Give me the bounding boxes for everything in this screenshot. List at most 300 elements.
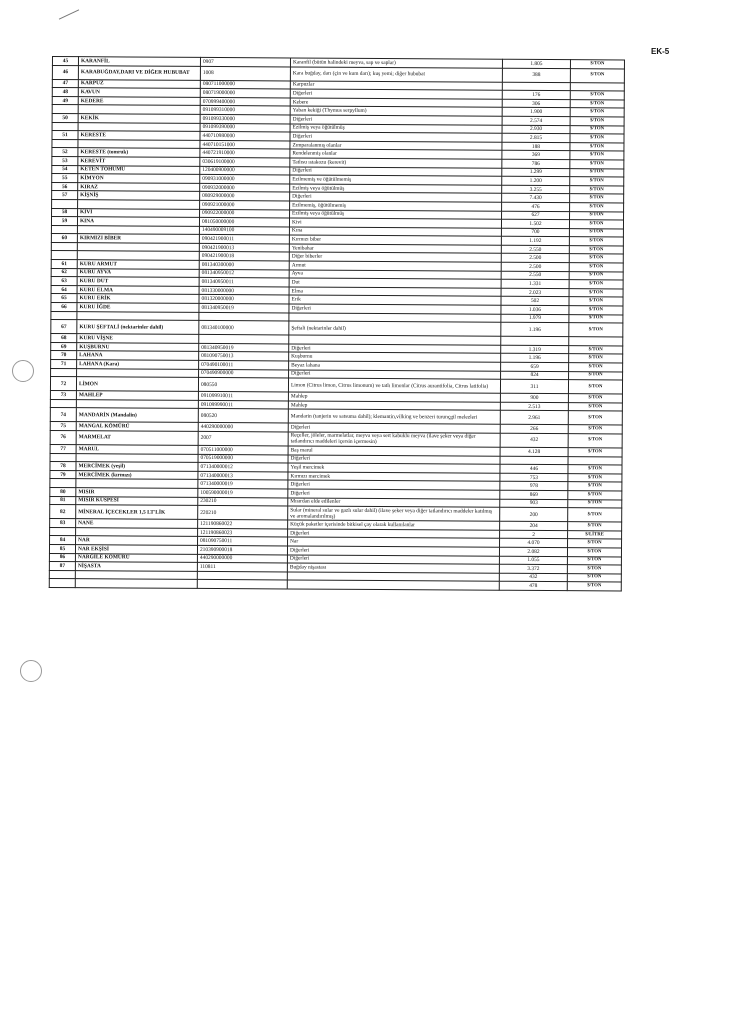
product-name-cell: KARABUĞDAY,DARI VE DİĞER HUBUBAT: [78, 65, 200, 80]
row-number-cell: 72: [50, 377, 76, 391]
price-unit-cell: $/TON: [568, 522, 622, 531]
description-cell: Baş marul: [288, 446, 500, 456]
unit-price-cell: 2.500: [501, 262, 569, 271]
row-number-cell: 71: [51, 359, 77, 368]
price-unit-cell: $/TON: [570, 185, 624, 194]
product-name-cell: MANGAL KÖMÜRÜ: [76, 422, 198, 431]
description-cell: Ezilmiş veya öğütülmüş: [290, 209, 502, 219]
unit-price-cell: 1.200: [502, 176, 570, 185]
product-name-cell: MAHLEP: [76, 391, 198, 400]
row-number-cell: [50, 527, 76, 536]
row-number-cell: 85: [49, 544, 75, 553]
price-unit-cell: $/TON: [570, 142, 624, 151]
price-unit-cell: [570, 82, 624, 91]
product-name-cell: KURU VİŞNE: [77, 334, 199, 343]
unit-price-cell: 2.500: [501, 254, 569, 263]
description-cell: Diğerleri: [290, 115, 502, 125]
description-cell: Ezilmemiş ve öğütülmemiş: [290, 175, 502, 185]
description-cell: Yaban kekiği (Thymus serpyllum): [290, 106, 502, 116]
row-number-cell: 61: [51, 260, 77, 269]
row-number-cell: [50, 453, 76, 462]
punch-hole-top: [12, 360, 34, 382]
row-number-cell: 56: [52, 182, 78, 191]
price-unit-cell: $/TON: [569, 271, 623, 280]
row-number-cell: 57: [52, 191, 78, 200]
unit-price-cell: 2.550: [501, 271, 569, 280]
price-unit-cell: $/TON: [569, 297, 623, 306]
price-unit-cell: $/TON: [569, 280, 623, 289]
description-cell: Diğerleri: [289, 370, 501, 380]
tariff-code-cell: 090931000000: [200, 175, 290, 184]
tariff-code-cell: 081340950011: [199, 278, 289, 287]
unit-price-cell: [500, 456, 568, 465]
row-number-cell: 47: [52, 79, 78, 88]
price-unit-cell: $/TON: [570, 68, 624, 82]
row-number-cell: 63: [51, 277, 77, 286]
tariff-code-cell: 070519000000: [198, 454, 288, 463]
tariff-code-cell: 081050000000: [199, 217, 289, 226]
row-number-cell: 52: [52, 148, 78, 157]
description-cell: Mısırdan elde edilenler: [288, 497, 500, 507]
product-name-cell: MANDARİN (Mandalin): [76, 408, 198, 423]
price-unit-cell: $/TON: [567, 556, 621, 565]
tariff-code-cell: 080929000000: [200, 192, 290, 201]
description-cell: Tatlısu ıstakozu (kerevit): [290, 158, 502, 168]
price-unit-cell: $/TON: [568, 491, 622, 500]
tariff-code-cell: 090932000000: [200, 183, 290, 192]
price-unit-cell: $/TON: [569, 263, 623, 272]
tariff-code-cell: [197, 580, 287, 589]
scan-mark: [59, 9, 79, 19]
product-name-cell: MERCİMEK (yeşil): [76, 462, 198, 471]
unit-price-cell: 2.815: [502, 133, 570, 142]
tariff-code-cell: 121190860023: [198, 528, 288, 537]
unit-price-cell: 204: [500, 521, 568, 530]
row-number-cell: 80: [50, 487, 76, 496]
price-unit-cell: $/TON: [567, 573, 621, 582]
description-cell: Kebere: [290, 98, 502, 108]
tariff-code-cell: 090921000000: [200, 200, 290, 209]
tariff-code-cell: 220210: [198, 506, 288, 521]
product-name-cell: MISIR: [76, 488, 198, 497]
unit-price-cell: 188: [502, 142, 570, 151]
description-cell: Yenibahar: [289, 244, 501, 254]
row-number-cell: [49, 579, 75, 588]
tariff-code-cell: 440710980000: [200, 132, 290, 141]
product-name-cell: KURU ŞEFTALİ (nektarinler dahil): [77, 320, 199, 335]
tariff-code-cell: 440290000000: [197, 554, 287, 563]
description-cell: Diğerleri: [287, 546, 499, 556]
price-unit-cell: $/TON: [570, 91, 624, 100]
description-cell: Kuşburnu: [289, 352, 501, 362]
price-unit-cell: $/TON: [568, 394, 622, 403]
product-name-cell: KETEN TOHUMU: [78, 165, 200, 174]
product-name-cell: KARPUZ: [78, 79, 200, 88]
price-unit-cell: [568, 456, 622, 465]
tariff-code-cell: 2007: [198, 431, 288, 446]
price-unit-cell: $/TON: [569, 345, 623, 354]
description-cell: Şeftali (nektarinler dahil): [289, 321, 501, 336]
tariff-code-cell: 091099390000: [200, 123, 290, 132]
row-number-cell: 81: [50, 496, 76, 505]
price-unit-cell: $/TON: [568, 411, 622, 425]
price-unit-cell: $/TON: [568, 380, 622, 394]
product-name-cell: KIRMIZI BİBER: [77, 234, 199, 243]
row-number-cell: 69: [51, 342, 77, 351]
tariff-code-cell: 121190860022: [198, 520, 288, 529]
price-unit-cell: $/TON: [569, 220, 623, 229]
product-name-cell: MARUL: [76, 445, 198, 454]
product-name-cell: MARMELAT: [76, 431, 198, 446]
tariff-code-cell: 110811: [197, 562, 287, 571]
product-name-cell: NAR: [76, 536, 198, 545]
row-number-cell: 86: [49, 553, 75, 562]
unit-price-cell: 1.299: [502, 168, 570, 177]
product-name-cell: KERESTE: [78, 131, 200, 140]
row-number-cell: [52, 199, 78, 208]
row-number-cell: [52, 105, 78, 114]
description-cell: Beyaz lahana: [289, 361, 501, 371]
unit-price-cell: 2.023: [501, 288, 569, 297]
tariff-code-cell: 440290000000: [198, 423, 288, 432]
description-cell: Küçük paketler içerisinde bitkisel çay olarak kullanılanlar: [288, 520, 500, 530]
price-unit-cell: $/TON: [570, 108, 624, 117]
row-number-cell: 58: [52, 208, 78, 217]
tariff-code-cell: 081320000000: [199, 295, 289, 304]
description-cell: Erik: [289, 295, 501, 305]
price-unit-cell: $/TON: [568, 402, 622, 411]
description-cell: Diğer biberler: [289, 252, 501, 262]
unit-price-cell: 1.331: [501, 279, 569, 288]
description-cell: Kına: [289, 227, 501, 237]
row-number-cell: [49, 570, 75, 579]
tariff-code-cell: 080520: [198, 409, 288, 424]
unit-price-cell: 369: [502, 151, 570, 160]
row-number-cell: 83: [50, 519, 76, 528]
product-name-cell: KURU AYVA: [77, 268, 199, 277]
unit-price-cell: 1.979: [501, 314, 569, 323]
description-cell: Diğerleri: [288, 480, 500, 490]
unit-price-cell: 3.372: [499, 564, 567, 573]
product-name-cell: MERCİMEK (kırmızı): [76, 470, 198, 479]
product-name-cell: NARGİLE KÖMÜRÜ: [75, 553, 197, 562]
tariff-code-cell: 071340000019: [198, 480, 288, 489]
product-name-cell: MISIR KÜSPESİ: [76, 496, 198, 505]
row-number-cell: 46: [52, 65, 78, 79]
price-unit-cell: $/TON: [568, 499, 622, 508]
unit-price-cell: 306: [502, 99, 570, 108]
price-unit-cell: $/TON: [569, 246, 623, 255]
unit-price-cell: 869: [500, 490, 568, 499]
description-cell: Ezilmiş veya öğütülmüş: [290, 124, 502, 134]
tariff-code-cell: 140490009100: [199, 226, 289, 235]
unit-price-cell: 200: [500, 507, 568, 521]
row-number-cell: [51, 251, 77, 260]
unit-price-cell: 903: [500, 499, 568, 508]
row-number-cell: 76: [50, 430, 76, 444]
price-unit-cell: $/TON: [570, 99, 624, 108]
unit-price-cell: 1.196: [501, 354, 569, 363]
unit-price-cell: 2.550: [501, 245, 569, 254]
row-number-cell: 55: [52, 174, 78, 183]
description-cell: Ayva: [289, 270, 501, 280]
unit-price-cell: 432: [499, 573, 567, 582]
row-number-cell: 75: [50, 422, 76, 431]
description-cell: Kırmızı biber: [289, 235, 501, 245]
row-number-cell: 77: [50, 444, 76, 453]
unit-price-cell: [501, 336, 569, 345]
tariff-code-cell: 081340950019: [199, 303, 289, 312]
row-number-cell: 59: [51, 217, 77, 226]
tariff-code-cell: 230210: [198, 497, 288, 506]
tariff-code-cell: 100590000019: [198, 488, 288, 497]
price-unit-cell: $/TON: [567, 548, 621, 557]
unit-price-cell: 2.961: [500, 411, 568, 425]
description-cell: Karpuzlar: [290, 81, 502, 91]
description-cell: Mandarin (tanjerin ve satsuma dahil); klemantin,vilking ve benzeri turunçgil melezleri: [288, 409, 500, 424]
row-number-cell: [50, 479, 76, 488]
unit-price-cell: 1.805: [502, 59, 570, 68]
row-number-cell: 78: [50, 462, 76, 471]
price-unit-cell: $/TON: [568, 448, 622, 457]
unit-price-cell: 1.502: [501, 219, 569, 228]
row-number-cell: 48: [52, 88, 78, 97]
row-number-cell: [52, 139, 78, 148]
description-cell: Limon (Citrus limon, Citrus limonum) ve tatlı limonlar (Citrus aurantifolia, Citrus latifolia): [288, 378, 500, 393]
description-cell: Mahlep: [288, 401, 500, 411]
page-label: EK-5: [651, 47, 670, 56]
price-unit-cell: $/TON: [569, 363, 623, 372]
row-number-cell: 64: [51, 285, 77, 294]
product-name-cell: KERESTE (tomruk): [78, 148, 200, 157]
price-unit-cell: $/TON: [569, 323, 623, 337]
row-number-cell: [50, 399, 76, 408]
product-name-cell: KAVUN: [78, 88, 200, 97]
product-name-cell: LAHANA (Kara): [77, 360, 199, 369]
tariff-code-cell: 081340300000: [199, 260, 289, 269]
unit-price-cell: 627: [502, 211, 570, 220]
price-unit-cell: $/TON: [568, 473, 622, 482]
description-cell: Diğerleri: [287, 554, 499, 564]
price-unit-cell: $/TON: [569, 254, 623, 263]
price-unit-cell: $/TON: [569, 228, 623, 237]
description-cell: Kara buğday, darı (çin ve kum darı); kuş yemi; diğer hububat: [290, 67, 502, 82]
unit-price-cell: 978: [500, 482, 568, 491]
price-unit-cell: [569, 337, 623, 346]
description-cell: Diğerleri: [289, 344, 501, 354]
unit-price-cell: 2.082: [499, 547, 567, 556]
tariff-code-cell: 070999400000: [200, 97, 290, 106]
product-name-cell: KURU ELMA: [77, 286, 199, 295]
price-unit-cell: $/TON: [570, 168, 624, 177]
tariff-code-cell: 091099310000: [200, 106, 290, 115]
row-number-cell: 50: [52, 113, 78, 122]
tariff-code-cell: 070511000000: [198, 445, 288, 454]
tariff-code-cell: 091099990011: [198, 400, 288, 409]
description-cell: Ezilmiş veya öğütülmüş: [290, 184, 502, 194]
description-cell: Elma: [289, 287, 501, 297]
unit-price-cell: 2: [500, 530, 568, 539]
price-unit-cell: $/TON: [570, 151, 624, 160]
row-number-cell: 70: [51, 351, 77, 360]
product-name-cell: KURU DUT: [77, 277, 199, 286]
row-number-cell: 82: [50, 505, 76, 519]
punch-hole-bottom: [20, 660, 42, 682]
tariff-code-cell: 090922000000: [200, 209, 290, 218]
tariff-code-cell: 080550: [198, 378, 288, 393]
product-name-cell: KEDERE: [78, 96, 200, 105]
unit-price-cell: 311: [500, 379, 568, 393]
tariff-code-cell: 0907: [200, 57, 290, 66]
row-number-cell: 62: [51, 268, 77, 277]
tariff-code-cell: 081090750013: [199, 352, 289, 361]
description-cell: Sular (mineral sular ve gazlı sular dahil) (ilave şeker veya diğer tatlandırıcı maddeler katılmış ve aromalandırılmış): [288, 506, 500, 521]
product-name-cell: NAR EKŞİSİ: [75, 545, 197, 554]
unit-price-cell: 700: [501, 228, 569, 237]
description-cell: Diğerleri: [290, 89, 502, 99]
description-cell: Reçeller, jöleler, marmelatlar, meyva veya sert kabuklu meyva (ilave şeker veya diğer tatlandırıcı maddeleri içersin içermesin): [288, 432, 500, 447]
description-cell: Diğerleri: [290, 166, 502, 176]
row-number-cell: 68: [51, 334, 77, 343]
price-table: [49, 56, 625, 591]
price-unit-cell: $/TON: [570, 125, 624, 134]
price-table-sheet: [48, 56, 624, 669]
unit-price-cell: 388: [502, 68, 570, 82]
tariff-code-cell: 081340950012: [199, 269, 289, 278]
unit-price-cell: 7.430: [502, 194, 570, 203]
tariff-code-cell: 440721910000: [200, 149, 290, 158]
product-name-cell: NANE: [76, 519, 198, 528]
tariff-code-cell: 080711000000: [200, 80, 290, 89]
description-cell: Diğerleri: [288, 423, 500, 433]
tariff-code-cell: 071340000012: [198, 463, 288, 472]
price-unit-cell: $/TON: [569, 306, 623, 315]
row-number-cell: 84: [50, 536, 76, 545]
tariff-code-cell: 090421900018: [199, 252, 289, 261]
product-name-cell: KURU ERİK: [77, 294, 199, 303]
price-unit-cell: $/TON: [568, 425, 622, 434]
tariff-code-cell: 210390900018: [197, 545, 287, 554]
row-number-cell: 45: [52, 57, 78, 66]
unit-price-cell: 753: [500, 473, 568, 482]
description-cell: Diğerleri: [290, 132, 502, 142]
unit-price-cell: 176: [502, 90, 570, 99]
tariff-code-cell: 071340000013: [198, 471, 288, 480]
description-cell: Ezilmemiş, öğütülmemiş: [290, 201, 502, 211]
price-unit-cell: $/TON: [568, 482, 622, 491]
tariff-code-cell: 081330000000: [199, 286, 289, 295]
product-name-cell: KARANFİL: [78, 57, 200, 66]
unit-price-cell: 476: [502, 202, 570, 211]
row-number-cell: [51, 311, 77, 320]
row-number-cell: 67: [51, 320, 77, 334]
unit-price-cell: 4.070: [500, 539, 568, 548]
row-number-cell: 66: [51, 303, 77, 312]
unit-price-cell: 1.036: [501, 305, 569, 314]
unit-price-cell: 1.319: [501, 345, 569, 354]
tariff-code-cell: 090421900011: [199, 235, 289, 244]
description-cell: Dut: [289, 278, 501, 288]
row-number-cell: [51, 368, 77, 377]
unit-price-cell: 1.055: [499, 556, 567, 565]
unit-price-cell: 478: [499, 582, 567, 591]
unit-price-cell: 432: [500, 433, 568, 447]
unit-price-cell: 446: [500, 464, 568, 473]
unit-price-cell: 266: [500, 425, 568, 434]
product-name-cell: KINA: [77, 217, 199, 226]
unit-price-cell: 2.574: [502, 116, 570, 125]
product-name-cell: KURU ARMUT: [77, 260, 199, 269]
row-number-cell: 60: [51, 234, 77, 243]
price-unit-cell: $/TON: [568, 539, 622, 548]
row-number-cell: 65: [51, 294, 77, 303]
description-cell: Diğerleri: [288, 489, 500, 499]
row-number-cell: 73: [50, 391, 76, 400]
price-unit-cell: $/TON: [569, 354, 623, 363]
description-cell: Buğday nişastası: [287, 563, 499, 573]
product-name-cell: KİŞNİŞ: [78, 191, 200, 200]
tariff-code-cell: 091099910011: [198, 392, 288, 401]
unit-price-cell: 4.128: [500, 447, 568, 456]
price-unit-cell: $/TON: [569, 237, 623, 246]
product-name-cell: KİVİ: [78, 208, 200, 217]
description-cell: Kivi: [289, 218, 501, 228]
description-cell: Karanfil (bütün halindeki meyva, sap ve saplar): [290, 58, 502, 68]
price-unit-cell: $/TON: [567, 582, 621, 591]
row-number-cell: 49: [52, 96, 78, 105]
price-unit-cell: $/TON: [569, 289, 623, 298]
price-table-body: [49, 57, 624, 591]
unit-price-cell: 3.255: [502, 185, 570, 194]
description-cell: Mahlep: [288, 392, 500, 402]
product-name-cell: KUŞBURNU: [77, 342, 199, 351]
tariff-code-cell: 081340950019: [199, 343, 289, 352]
price-unit-cell: $/TON: [570, 194, 624, 203]
unit-price-cell: 2.513: [500, 402, 568, 411]
price-unit-cell: $/TON: [567, 565, 621, 574]
product-name-cell: KEKİK: [78, 114, 200, 123]
unit-price-cell: 786: [502, 159, 570, 168]
unit-price-cell: 900: [500, 393, 568, 402]
tariff-code-cell: 120400900000: [200, 166, 290, 175]
description-cell: Yeşil mercimek: [288, 463, 500, 473]
description-cell: Diğerleri: [288, 529, 500, 539]
unit-price-cell: 2.930: [502, 125, 570, 134]
price-unit-cell: $/TON: [568, 434, 622, 448]
row-number-cell: 51: [52, 131, 78, 140]
product-name-cell: KİMYON: [78, 174, 200, 183]
price-unit-cell: $/TON: [570, 203, 624, 212]
price-unit-cell: $/TON: [570, 211, 624, 220]
price-unit-cell: $/TON: [570, 177, 624, 186]
price-unit-cell: $/TON: [570, 160, 624, 169]
row-number-cell: 74: [50, 408, 76, 422]
unit-price-cell: 659: [501, 362, 569, 371]
price-unit-cell: $/TON: [570, 60, 624, 69]
row-number-cell: 79: [50, 470, 76, 479]
row-number-cell: [52, 122, 78, 131]
unit-price-cell: 1.192: [501, 237, 569, 246]
description-cell: Nar: [288, 537, 500, 547]
tariff-code-cell: 080719000000: [200, 89, 290, 98]
price-unit-cell: $/LİTRE: [568, 530, 622, 539]
tariff-code-cell: 090421900013: [199, 243, 289, 252]
description-cell: [287, 580, 499, 590]
row-number-cell: 87: [49, 562, 75, 571]
price-unit-cell: $/TON: [568, 465, 622, 474]
description-cell: Diğerleri: [290, 192, 502, 202]
description-cell: Armut: [289, 261, 501, 271]
